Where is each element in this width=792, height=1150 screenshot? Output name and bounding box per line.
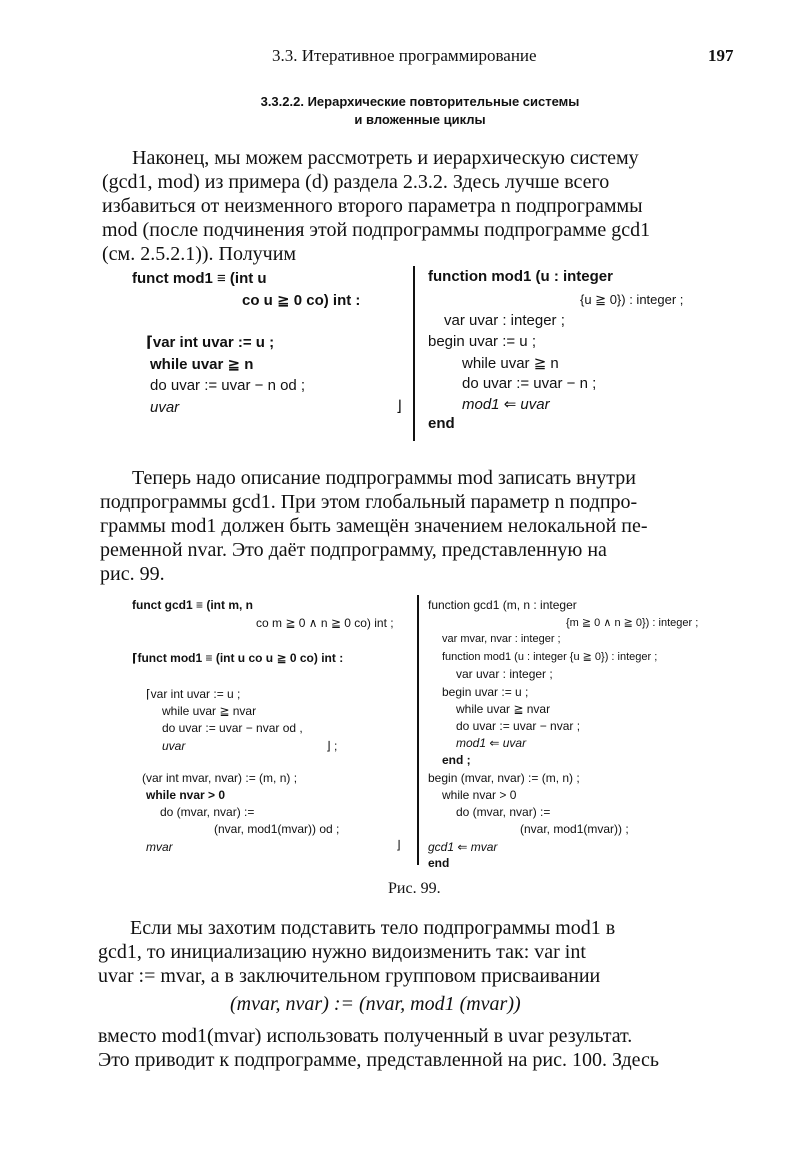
code2-right-line: end ; [442,753,471,767]
paragraph-line: рис. 99. [100,563,165,585]
paragraph-line: gcd1, то инициализацию нужно видоизменить так: var int [98,941,586,963]
code2-left-line: ⌋ ; [326,739,338,753]
code2-left-line: ⌈funct mod1 ≡ (int u co u ≧ 0 co) int : [132,651,344,665]
paragraph-line: mod (после подчинения этой подпрограммы подпрограмме gcd1 [102,219,651,241]
code2-right-line: (nvar, mod1(mvar)) ; [520,822,629,836]
code2-right-line: do (mvar, nvar) := [456,805,551,819]
code1-left-line: funct mod1 ≡ (int u [132,270,267,287]
code2-right-line: var mvar, nvar : integer ; [442,633,561,645]
code1-left-line: do uvar := uvar − n od ; [150,377,306,394]
running-title: 3.3. Итеративное программирование [272,46,537,65]
paragraph-line: (см. 2.5.2.1)). Получим [102,243,297,265]
code2-right-line: function gcd1 (m, n : integer [428,598,577,612]
code2-left-line: funct gcd1 ≡ (int m, n [132,598,253,612]
code2-left-line: uvar [162,739,186,753]
paragraph-line: вместо mod1(mvar) использовать полученный в uvar результат. [98,1025,633,1047]
code2-right-line: end [428,856,450,870]
page-number: 197 [708,46,734,65]
code2-left-line: while uvar ≧ nvar [162,704,257,718]
code2-left-line: ⌋ [396,838,401,852]
code2-left-line: mvar [146,840,173,854]
figure-caption: Рис. 99. [388,880,441,897]
formula: (mvar, nvar) := (nvar, mod1 (mvar)) [230,993,521,1015]
code2-left-line: co m ≧ 0 ∧ n ≧ 0 co) int ; [256,616,394,630]
code2-right-line: gcd1 ⇐ mvar [428,840,498,854]
paragraph-line: граммы mod1 должен быть замещён значением нелокальной пе- [100,515,648,537]
code1-right-line: mod1 ⇐ uvar [462,396,550,413]
code1-left-line: ⌋ [396,398,402,415]
paragraph-2 [100,466,648,586]
code2-right-line: while nvar > 0 [442,788,517,802]
code2-right-line: {m ≧ 0 ∧ n ≧ 0}) : integer ; [566,617,699,629]
code2-left-line: ⌈var int uvar := u ; [146,687,241,701]
code2-left-line: (nvar, mod1(mvar)) od ; [214,822,340,836]
code2-right-line: mod1 ⇐ uvar [456,736,527,750]
code2-right-line: while uvar ≧ nvar [456,702,551,716]
code1-right-line: end [428,415,455,432]
code2-left-line: while nvar > 0 [146,788,226,802]
code1-right-line: do uvar := uvar − n ; [462,375,597,392]
code2-left-line: do uvar := uvar − nvar od , [162,721,303,735]
code1-left-line: while uvar ≧ n [150,356,254,373]
subsection-title: 3.3.2.2. Иерархические повторительные системы [260,94,580,109]
code2-left-line: (var int mvar, nvar) := (m, n) ; [142,771,298,785]
code2-right-line: do uvar := uvar − nvar ; [456,719,581,733]
paragraph-3 [98,916,615,988]
code1-right-line: begin uvar := u ; [428,333,536,350]
code1-right-line: while uvar ≧ n [462,355,559,372]
paragraph-line: избавиться от неизменного второго параметра n подпрограммы [102,195,643,217]
paragraph-1 [102,146,650,266]
code1-divider [413,266,415,441]
paragraph-line: Если мы захотим подставить тело подпрограммы mod1 в [130,917,616,939]
code1-right-line: {u ≧ 0}) : integer ; [580,292,684,307]
paragraph-line: uvar := mvar, а в заключительном групповом присваивании [98,965,601,987]
paragraph-line: Теперь надо описание подпрограммы mod записать внутри [132,467,636,489]
code2-right-line: begin uvar := u ; [442,685,529,699]
subsection-title-line2: и вложенные циклы [354,112,486,127]
paragraph-line: Наконец, мы можем рассмотреть и иерархическую систему [132,147,639,169]
code1-right-line: function mod1 (u : integer [428,268,613,285]
code2-right-line: begin (mvar, nvar) := (m, n) ; [428,771,580,785]
code2-divider [417,595,419,865]
paragraph-line: ременной nvar. Это даёт подпрограмму, представленную на [100,539,607,561]
paragraph-line: подпрограммы gcd1. При этом глобальный параметр n подпро- [100,491,638,513]
code1-left-line: ⌈var int uvar := u ; [146,334,275,351]
paragraph-line: Это приводит к подпрограмме, представленной на рис. 100. Здесь [98,1049,660,1071]
paragraph-4 [98,1024,659,1072]
code1-left-line: uvar [150,399,180,416]
code1-left-line: co u ≧ 0 co) int : [242,292,361,309]
paragraph-line: (gcd1, mod) из примера (d) раздела 2.3.2. Здесь лучше всего [102,171,610,193]
code1-right-line: var uvar : integer ; [444,312,565,329]
code2-right-line: var uvar : integer ; [456,667,553,681]
code2-right-line: function mod1 (u : integer {u ≧ 0}) : integer ; [442,651,658,663]
code2-left-line: do (mvar, nvar) := [160,805,255,819]
